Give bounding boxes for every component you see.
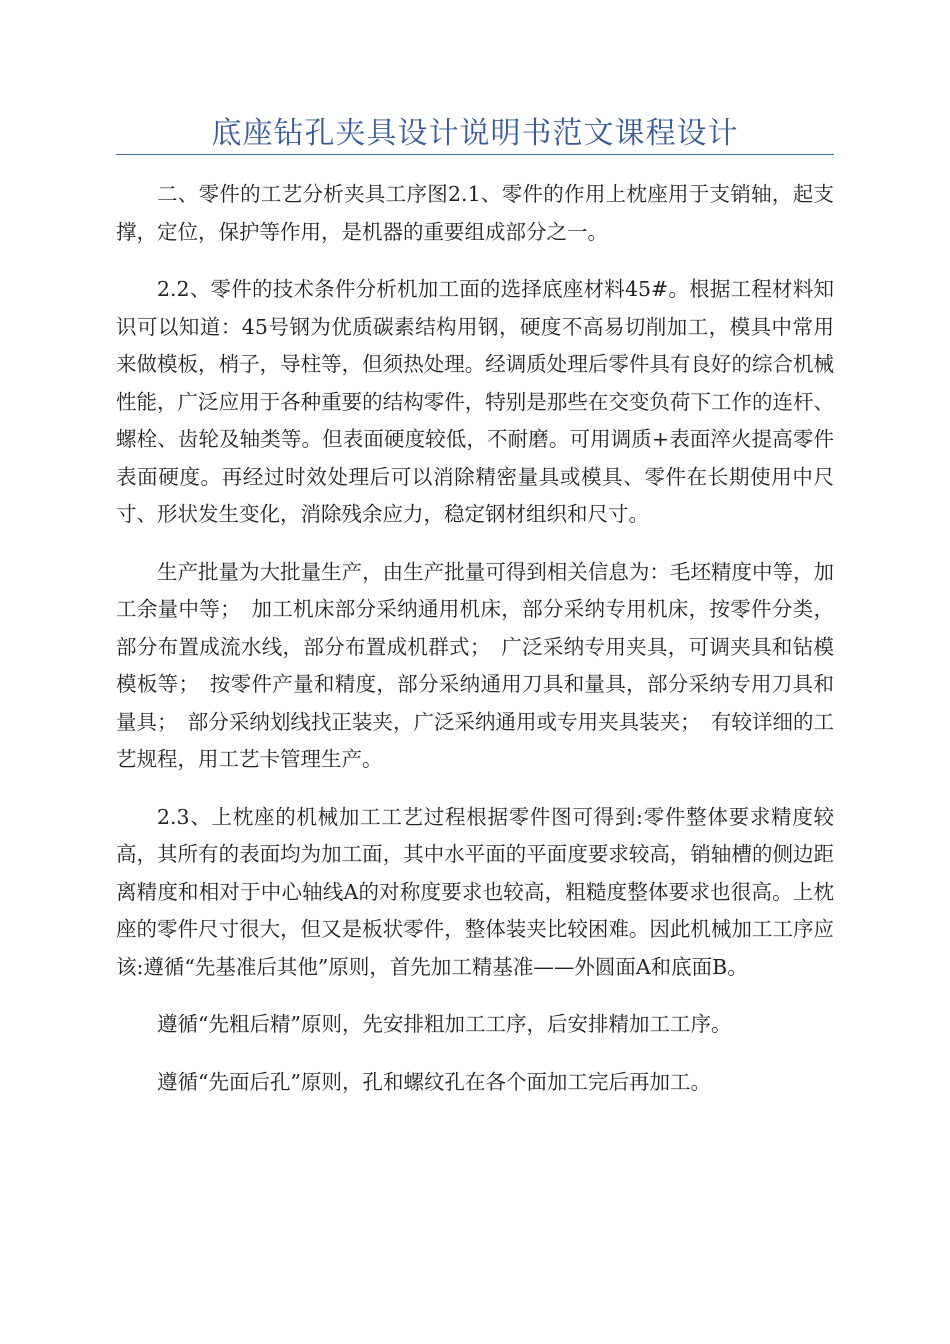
- paragraph-production-batch: 生产批量为大批量生产，由生产批量可得到相关信息为：毛坯精度中等，加工余量中等； 加工机床部分采纳通用机床，部分采纳专用机床，按零件分类，部分布置成流水线，部分布置成机群式； 广泛采纳专用夹具，可调夹具和钻模模板等； 按零件产量和精度，部分采纳通用刀具和量具，部分采纳专用刀具和量具； 部分采纳划线找正装夹，广泛采纳通用或专用夹具装夹； 有较详细的工艺规程，用工艺卡管理生产。: [116, 559, 834, 771]
- title-underline: [116, 154, 834, 155]
- page-title: 底座钻孔夹具设计说明书范文课程设计: [211, 116, 739, 151]
- paragraph-machining-process: 2.3、上枕座的机械加工工艺过程根据零件图可得到:零件整体要求精度较高，其所有的表面均为加工面，其中水平面的平面度要求较高，销轴槽的侧边距离精度和相对于中心轴线A的对称度要求也较高，粗糙度整体要求也很高。上枕座的零件尺寸很大，但又是板状零件，整体装夹比较困难。因此机械加工工序应该:遵循“先基准后其他”原则，首先加工精基准——外圆面A和底面B。: [116, 804, 834, 979]
- paragraph-part-function: 二、零件的工艺分析夹具工序图2.1、零件的作用上枕座用于支销轴，起支撑，定位，保护等作用，是机器的重要组成部分之一。: [116, 182, 834, 244]
- document-body: [116, 176, 834, 1121]
- paragraph-face-before-hole: 遵循“先面后孔”原则，孔和螺纹孔在各个面加工完后再加工。: [157, 1069, 711, 1094]
- paragraph-material-analysis: 2.2、零件的技术条件分析机加工面的选择底座材料45#。根据工程材料知识可以知道：45号钢为优质碳素结构用钢，硬度不高易切削加工，模具中常用来做模板，梢子，导柱等，但须热处理。经调质处理后零件具有良好的综合机械性能，广泛应用于各种重要的结构零件，特别是那些在交变负荷下工作的连杆、螺栓、齿轮及轴类等。但表面硬度较低，不耐磨。可用调质+表面淬火提高零件表面硬度。再经过时效处理后可以消除精密量具或模具、零件在长期使用中尺寸、形状发生变化，消除残余应力，稳定钢材组织和尺寸。: [116, 277, 834, 526]
- paragraph-rough-before-finish: 遵循“先粗后精”原则，先安排粗加工工序，后安排精加工工序。: [157, 1012, 732, 1036]
